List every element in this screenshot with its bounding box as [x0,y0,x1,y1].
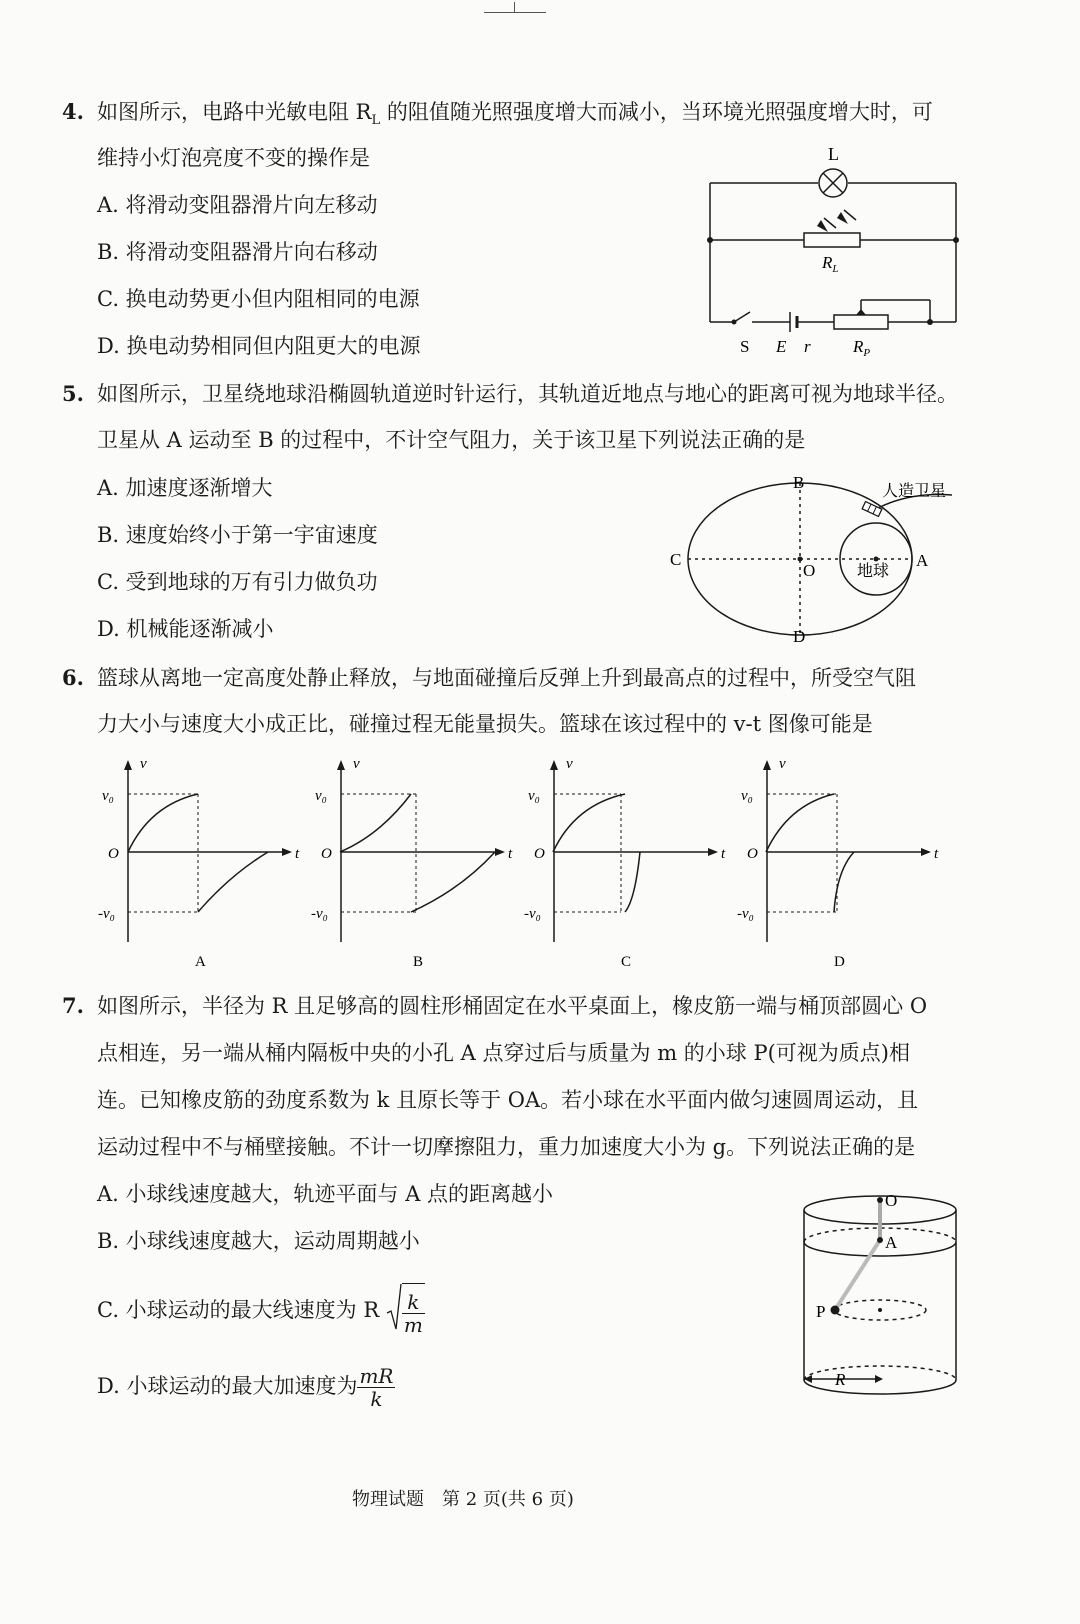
q4-circuit-figure [700,140,980,360]
q4-option-d[interactable]: D. 换电动势相同但内阻更大的电源 [97,334,421,358]
origin-label: O [108,846,119,862]
rise-curve [411,852,495,912]
rise-curve [198,852,268,912]
vt-graph-a [98,756,300,970]
q7-stem-line2: 点相连，另一端从桶内隔板中央的小孔 A 点穿过后与质量为 m 的小球 P(可视为质点)相 [97,1041,910,1065]
fall-curve [553,794,625,852]
ball-p [831,1306,840,1315]
top-margin-mark [484,12,546,13]
t-axis-arrow-icon [282,848,292,856]
fall-curve [766,794,834,852]
q5-number: 5. [62,381,84,406]
v-axis-label: v [779,756,786,772]
q5-stem-line1: 如图所示，卫星绕地球沿椭圆轨道逆时针运行，其轨道近地点与地心的距离可视为地球半径。 [97,382,958,406]
q7-stem-line1: 如图所示，半径为 R 且足够高的圆柱形桶固定在水平桌面上，橡皮筋一端与桶顶部圆心 O [97,994,928,1018]
internal-r-label: r [804,337,811,356]
fall-curve [128,794,198,852]
q4-option-b[interactable]: B. 将滑动变阻器滑片向右移动 [97,240,378,264]
v0-label: v₀ [528,788,540,804]
q5-option-d[interactable]: D. 机械能逐渐减小 [97,617,274,641]
q4-stem-line1: 如图所示，电路中光敏电阻 $R_L$ 的阻值随光照强度增大而减小，当环境光照强度增大时，可 [97,100,933,129]
origin-label: O [534,846,545,862]
q7-option-a[interactable]: A. 小球线速度越大，轨迹平面与 A 点的距离越小 [97,1182,554,1206]
v-axis-label: v [566,756,573,772]
t-axis-label: t [295,846,300,862]
t-axis-label: t [508,846,513,862]
vt-graph-c [524,756,726,970]
q4-stem-line2: 维持小灯泡亮度不变的操作是 [97,146,370,170]
satellite-label: 人造卫星 [882,483,947,500]
graph-caption-a: A [195,954,206,970]
fall-curve [340,794,411,852]
rise-curve [625,852,640,912]
neg-v0-label: -v₀ [98,906,115,922]
v-axis-arrow-icon [550,760,558,770]
sqrt-expression: $\frac{k}{m}$ [386,1283,425,1340]
t-axis-arrow-icon [495,848,505,856]
v0-label: v₀ [102,788,114,804]
q7-option-d[interactable]: D. 小球运动的最大加速度为 $\frac{mR}{k}$ [97,1364,394,1411]
q7-number: 7. [62,993,84,1018]
orbit-label-o: O [803,561,816,580]
cylinder-label-p: P [816,1302,826,1321]
page-footer: 物理试题 第 2 页(共 6 页) [352,1489,574,1510]
rp-label: $R_P$ [853,337,871,359]
q7-option-c[interactable]: C. 小球运动的最大线速度为 R $\frac{k}{m}$ [97,1282,425,1340]
q6-stem-line1: 篮球从离地一定高度处静止释放，与地面碰撞后反弹上升到最高点的过程中，所受空气阻 [97,666,916,690]
v-axis-arrow-icon [337,760,345,770]
q7-cylinder-figure [795,1180,970,1405]
rl-label: $R_L$ [822,253,839,275]
orbit-label-d: D [793,627,806,646]
cylinder-label-r: R [835,1370,846,1389]
v-axis-label: v [140,756,147,772]
v-axis-arrow-icon [763,760,771,770]
orbit-label-b: B [793,473,805,492]
q7-stem-line4: 运动过程中不与桶壁接触。不计一切摩擦阻力，重力加速度大小为 g。下列说法正确的是 [97,1135,916,1159]
v-axis-label: v [353,756,360,772]
neg-v0-label: -v₀ [311,906,328,922]
q6-number: 6. [62,665,84,690]
q6-vt-graphs [90,750,970,980]
graph-caption-c: C [621,954,632,970]
origin-label: O [747,846,758,862]
q5-stem-line2: 卫星从 A 运动至 B 的过程中，不计空气阻力，关于该卫星下列说法正确的是 [97,428,806,452]
earth-label: 地球 [857,563,890,580]
switch-label: S [740,337,750,356]
emf-label: E [776,337,787,356]
neg-v0-label: -v₀ [524,906,541,922]
q5-option-a[interactable]: A. 加速度逐渐增大 [97,476,273,500]
rheostat-icon [834,315,888,329]
vt-graph-b [311,756,513,970]
q7-stem-line3: 连。已知橡皮筋的劲度系数为 k 且原长等于 OA。若小球在水平面内做匀速圆周运动，且 [97,1088,919,1112]
q6-stem-line2: 力大小与速度大小成正比，碰撞过程无能量损失。篮球在该过程中的 v-t 图像可能是 [97,712,873,736]
t-axis-label: t [934,846,939,862]
t-axis-arrow-icon [708,848,718,856]
cylinder-label-a: A [885,1233,898,1252]
neg-v0-label: -v₀ [737,906,754,922]
graph-caption-b: B [413,954,424,970]
q4-option-c[interactable]: C. 换电动势更小但内阻相同的电源 [97,287,420,311]
switch-icon [734,312,750,322]
q4-number: 4. [62,99,84,124]
v-axis-arrow-icon [124,760,132,770]
graph-caption-d: D [834,954,845,970]
orbit-label-c: C [670,550,682,569]
q5-orbit-figure [660,470,980,650]
q5-option-c[interactable]: C. 受到地球的万有引力做负功 [97,570,378,594]
v0-label: v₀ [741,788,753,804]
cylinder-label-o: O [885,1191,898,1210]
q7-option-b[interactable]: B. 小球线速度越大，运动周期越小 [97,1229,420,1253]
q5-option-b[interactable]: B. 速度始终小于第一宇宙速度 [97,523,378,547]
photoresistor-icon [804,233,860,247]
orbit-label-a: A [916,551,929,570]
v0-label: v₀ [315,788,327,804]
q4-option-a[interactable]: A. 将滑动变阻器滑片向左移动 [97,193,378,217]
satellite-icon [862,502,882,517]
origin-label: O [321,846,332,862]
t-axis-arrow-icon [921,848,931,856]
vt-graph-d [737,756,939,970]
t-axis-label: t [721,846,726,862]
lamp-label: L [828,144,839,164]
fraction-expression: $\frac{mR}{k}$ [359,1364,394,1411]
